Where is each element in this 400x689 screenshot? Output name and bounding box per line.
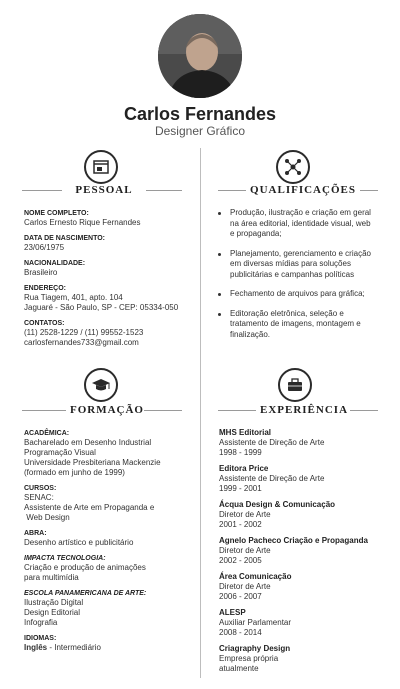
list-item: ALESP Auxiliar Parlamentar 2008 - 2014 <box>219 608 292 637</box>
field-impacta: IMPACTA TECNOLOGIA: Criação e produção de animações para multimídia <box>24 555 146 582</box>
field-contatos: CONTATOS: (11) 2528-1229 / (11) 99552-1523 carlosfernandes733@gmail.com <box>24 319 194 348</box>
field-cursos: CURSOS: SENAC: Assistente de Arte em Propaganda e Web Design <box>24 485 155 522</box>
personal-info <box>24 209 194 348</box>
field-abra: ABRA: Desenho artístico e publicitário <box>24 530 134 547</box>
list-item: Agnelo Pacheco Criação e Propaganda Diretor de Arte 2002 - 2005 <box>219 536 368 565</box>
list-item: Área Comunicação Diretor de Arte 2006 - 2007 <box>219 572 292 601</box>
list-item: MHS Editorial Assistente de Direção de Arte 1998 - 1999 <box>219 428 325 457</box>
field-idiomas: IDIOMAS: Inglês - Intermediário <box>24 635 101 652</box>
list-item: Editora Price Assistente de Direção de Arte 1999 - 2001 <box>219 464 325 493</box>
briefcase-icon <box>278 368 312 402</box>
experience-list <box>219 428 395 674</box>
network-nodes-icon <box>276 150 310 184</box>
field-nascimento: DATA DE NASCIMENTO: 23/06/1975 <box>24 235 106 252</box>
section-title-qualificacoes: QUALIFICAÇÕES <box>246 184 360 196</box>
field-nacionalidade: NACIONALIDADE: Brasileiro <box>24 260 86 277</box>
person-role: Designer Gráfico <box>154 124 246 138</box>
list-item: Editoração eletrônica, seleção e tratamento de imagens, montagem e finalização. <box>216 309 392 341</box>
field-endereco: ENDEREÇO: Rua Tiagem, 401, apto. 104 Jaguaré - São Paulo, SP - CEP: 05334-050 <box>24 285 179 312</box>
field-panamericana: ESCOLA PANAMERICANA DE ARTE: Ilustração Digital Design Editorial Infografia <box>24 590 147 627</box>
qualifications-list <box>216 208 392 340</box>
person-name: Carlos Fernandes <box>123 104 277 124</box>
section-title-pessoal: PESSOAL <box>62 184 146 196</box>
section-title-formacao: FORMAÇÃO <box>66 404 144 416</box>
profile-photo <box>158 14 242 98</box>
graduation-cap-icon <box>84 368 118 402</box>
list-item: Fechamento de arquivos para gráfica; <box>216 289 392 300</box>
browser-window-icon <box>84 150 118 184</box>
list-item: Ácqua Design & Comunicação Diretor de Arte 2001 - 2002 <box>219 500 336 529</box>
education-info <box>24 429 196 653</box>
field-academica: ACADÊMICA: Bacharelado em Desenho Industrial Programação Visual Universidade Presbiteriana Mackenzie (formado em junho de 1999) <box>24 430 161 477</box>
list-item: Planejamento, gerenciamento e criação em diversas mídias para soluções publicitárias e campanhas políticas <box>216 249 392 281</box>
list-item: Criagraphy Design Empresa própria atualmente <box>219 644 291 673</box>
email-link[interactable]: carlosfernandes733@gmail.com <box>24 338 139 347</box>
section-title-experiencia: EXPERIÊNCIA <box>256 404 350 416</box>
field-nome: NOME COMPLETO: Carlos Ernesto Rique Fernandes <box>24 210 141 227</box>
column-divider <box>200 148 201 678</box>
list-item: Produção, ilustração e criação em geral na área editorial, identidade visual, web e propaganda; <box>216 208 392 240</box>
